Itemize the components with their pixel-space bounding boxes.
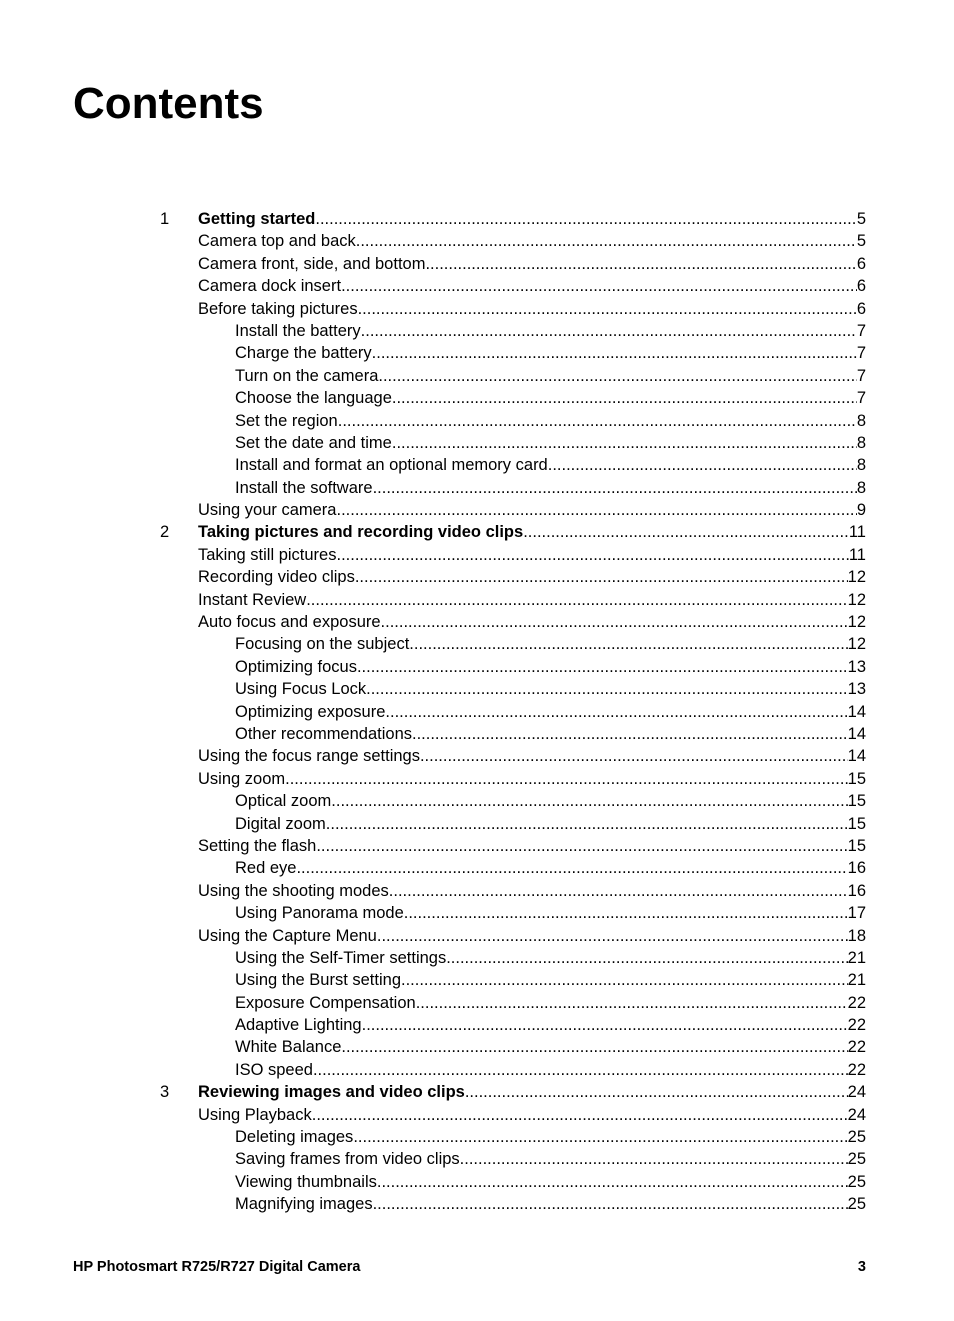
footer-product-name: HP Photosmart R725/R727 Digital Camera [73, 1259, 361, 1275]
toc-page-number: 24 [847, 1105, 866, 1124]
toc-dot-leader [409, 633, 847, 655]
toc-entry-title: Digital zoom [235, 814, 326, 833]
toc-dot-leader [373, 1193, 848, 1215]
toc-entry[interactable] [160, 1036, 866, 1058]
toc-entry[interactable] [160, 1104, 866, 1126]
toc-dot-leader [357, 656, 848, 678]
toc-page-number: 15 [847, 836, 866, 855]
toc-page-number: 25 [847, 1128, 866, 1147]
toc-page-number: 14 [847, 702, 866, 721]
toc-page-number: 14 [847, 747, 866, 766]
toc-dot-leader [385, 701, 847, 723]
toc-entry[interactable] [160, 499, 866, 521]
toc-entry[interactable] [160, 1171, 866, 1193]
toc-entry[interactable] [160, 477, 866, 499]
toc-page-number: 5 [856, 210, 866, 228]
toc-page-number: 11 [848, 523, 866, 542]
toc-dot-leader [392, 432, 857, 454]
toc-entry[interactable] [160, 902, 866, 924]
toc-entry-title: Turn on the camera [235, 366, 379, 385]
toc-page-number: 25 [847, 1172, 866, 1191]
toc-entry[interactable] [160, 969, 866, 991]
toc-entry-title: Using Focus Lock [235, 680, 367, 699]
toc-entry-title: Getting started [198, 210, 316, 228]
toc-entry-title: Set the date and time [235, 433, 392, 452]
toc-entry-title: Install the battery [235, 321, 361, 340]
toc-page-number: 7 [856, 344, 866, 363]
toc-entry-title: Optimizing focus [235, 657, 357, 676]
toc-page-number: 24 [847, 1083, 866, 1102]
toc-dot-leader [361, 320, 857, 342]
toc-page-number: 22 [847, 993, 866, 1012]
toc-entry[interactable] [160, 410, 866, 432]
toc-dot-leader [336, 544, 848, 566]
toc-page-number: 9 [856, 501, 866, 520]
toc-entry[interactable] [160, 454, 866, 476]
toc-dot-leader [377, 1171, 848, 1193]
toc-page-number: 7 [856, 366, 866, 385]
toc-dot-leader [378, 365, 856, 387]
toc-entry-title: Saving frames from video clips [235, 1150, 460, 1169]
toc-page-number: 17 [847, 904, 866, 923]
toc-entry[interactable] [160, 589, 866, 611]
toc-entry-title: Using your camera [198, 501, 337, 520]
toc-entry-title: Reviewing images and video clips [198, 1083, 465, 1102]
toc-dot-leader [420, 745, 848, 767]
toc-entry-title: Instant Review [198, 590, 307, 609]
toc-page-number: 16 [847, 881, 866, 900]
toc-dot-leader [373, 477, 857, 499]
toc-page-number: 16 [847, 859, 866, 878]
toc-entry[interactable] [160, 1081, 866, 1103]
toc-entry-title: Red eye [235, 859, 297, 878]
toc-entry-title: Install the software [235, 478, 373, 497]
toc-entry[interactable] [160, 320, 866, 342]
toc-entry-title: Charge the battery [235, 344, 372, 363]
toc-dot-leader [412, 723, 848, 745]
toc-entry[interactable] [160, 298, 866, 320]
toc-entry[interactable] [160, 1059, 866, 1081]
toc-entry-title: ISO speed [235, 1060, 313, 1079]
toc-entry-title: Adaptive Lighting [235, 1016, 362, 1035]
toc-dot-leader [285, 768, 848, 790]
toc-entry[interactable] [160, 544, 866, 566]
toc-entry[interactable] [160, 387, 866, 409]
toc-entry[interactable] [160, 947, 866, 969]
toc-entry-title: Exposure Compensation [235, 993, 416, 1012]
toc-entry[interactable] [160, 230, 866, 252]
toc-page-number: 13 [847, 680, 866, 699]
toc-dot-leader [358, 298, 857, 320]
toc-page-number: 21 [847, 971, 866, 990]
toc-dot-leader [341, 275, 857, 297]
toc-entry[interactable] [160, 1193, 866, 1215]
toc-dot-leader [312, 1104, 848, 1126]
toc-dot-leader [336, 499, 856, 521]
toc-entry-title: Using the Capture Menu [198, 926, 377, 945]
toc-page-number: 22 [847, 1016, 866, 1035]
toc-dot-leader [381, 611, 848, 633]
toc-entry-title: Optimizing exposure [235, 702, 386, 721]
toc-page-number: 6 [856, 254, 866, 273]
toc-entry[interactable] [160, 275, 866, 297]
toc-entry-title: Setting the flash [198, 836, 317, 855]
toc-page-number: 13 [847, 657, 866, 676]
toc-entry[interactable] [160, 566, 866, 588]
toc-page-number: 21 [847, 948, 866, 967]
toc-page-number: 15 [847, 769, 866, 788]
toc-entry-title: Recording video clips [198, 568, 355, 587]
toc-page-number: 8 [856, 433, 866, 452]
toc-entry-title: Camera front, side, and bottom [198, 254, 426, 273]
toc-entry[interactable] [160, 790, 866, 812]
toc-entry-title: Install and format an optional memory card [235, 456, 548, 475]
toc-entry-title: Auto focus and exposure [198, 613, 381, 632]
toc-entry-title: Camera dock insert [198, 277, 342, 296]
toc-entry-title: Using the focus range settings [198, 747, 420, 766]
toc-entry[interactable] [160, 611, 866, 633]
toc-entry[interactable] [160, 208, 866, 230]
toc-entry[interactable] [160, 253, 866, 275]
toc-page-number: 12 [847, 590, 866, 609]
toc-dot-leader [366, 678, 848, 700]
toc-page-number: 22 [847, 1038, 866, 1057]
toc-entry[interactable] [160, 768, 866, 790]
toc-entry[interactable] [160, 1148, 866, 1170]
toc-entry[interactable] [160, 813, 866, 835]
toc-dot-leader [326, 813, 848, 835]
toc-entry-title: Using the Burst setting [235, 971, 401, 990]
toc-dot-leader [446, 947, 847, 969]
toc-dot-leader [548, 454, 857, 476]
toc-dot-leader [331, 790, 847, 812]
toc-page-number: 25 [847, 1150, 866, 1169]
toc-dot-leader [353, 1126, 847, 1148]
toc-dot-leader [425, 253, 856, 275]
toc-entry-title: Optical zoom [235, 792, 332, 811]
toc-chapter-number: 2 [160, 523, 170, 542]
toc-entry[interactable] [160, 723, 866, 745]
toc-entry[interactable] [160, 835, 866, 857]
toc-dot-leader [316, 835, 847, 857]
toc-page-number: 12 [847, 635, 866, 654]
toc-entry-title: Other recommendations [235, 724, 412, 743]
toc-page-number: 8 [856, 411, 866, 430]
toc-chapter-number: 1 [160, 210, 170, 228]
toc-dot-leader [416, 992, 848, 1014]
toc-entry[interactable] [160, 365, 866, 387]
toc-entry[interactable] [160, 633, 866, 655]
toc-page-number: 8 [856, 478, 866, 497]
toc-entry-title: Using Playback [198, 1105, 312, 1124]
toc-page-number: 22 [847, 1060, 866, 1079]
toc-entry-title: Viewing thumbnails [235, 1172, 377, 1191]
toc-dot-leader [313, 1059, 848, 1081]
toc-page-number: 15 [847, 792, 866, 811]
toc-dot-leader [377, 925, 848, 947]
toc-entry-title: Focusing on the subject [235, 635, 410, 654]
toc-page-number: 12 [847, 568, 866, 587]
toc-page-number: 14 [847, 724, 866, 743]
toc-entry-title: Using zoom [198, 769, 286, 788]
toc-dot-leader [306, 589, 847, 611]
toc-entry[interactable] [160, 1126, 866, 1148]
toc-entry[interactable] [160, 992, 866, 1014]
toc-page-number: 15 [847, 814, 866, 833]
toc-entry-title: Using Panorama mode [235, 904, 404, 923]
toc-dot-leader [296, 857, 847, 879]
toc-entry-title: Taking still pictures [198, 545, 337, 564]
toc-entry[interactable] [160, 521, 866, 543]
toc-page-number: 5 [856, 232, 866, 251]
toc-page-number: 8 [856, 456, 866, 475]
table-of-contents [160, 208, 866, 1216]
toc-page-number: 25 [847, 1195, 866, 1214]
toc-page-number: 7 [856, 321, 866, 340]
toc-page-number: 12 [847, 613, 866, 632]
toc-dot-leader [362, 1014, 848, 1036]
toc-page-number: 11 [848, 545, 866, 564]
toc-entry-title: Magnifying images [235, 1195, 373, 1214]
toc-entry-title: White Balance [235, 1038, 342, 1057]
footer-page-number: 3 [857, 1259, 866, 1275]
toc-dot-leader [460, 1148, 848, 1170]
toc-page-number: 7 [856, 389, 866, 408]
toc-entry[interactable] [160, 925, 866, 947]
toc-entry[interactable] [160, 857, 866, 879]
toc-dot-leader [523, 521, 849, 543]
page-title: Contents [73, 79, 264, 128]
toc-page-number: 18 [847, 926, 866, 945]
toc-dot-leader [356, 230, 857, 252]
toc-dot-leader [315, 208, 856, 230]
toc-entry[interactable] [160, 432, 866, 454]
toc-dot-leader [338, 410, 857, 432]
toc-page-number: 6 [856, 277, 866, 296]
toc-entry-title: Choose the language [235, 389, 392, 408]
toc-entry[interactable] [160, 342, 866, 364]
toc-dot-leader [401, 969, 848, 991]
toc-dot-leader [372, 342, 857, 364]
toc-entry-title: Before taking pictures [198, 299, 358, 318]
toc-entry-title: Using the shooting modes [198, 881, 389, 900]
toc-entry[interactable] [160, 678, 866, 700]
toc-page-number: 6 [856, 299, 866, 318]
toc-dot-leader [341, 1036, 847, 1058]
toc-dot-leader [404, 902, 848, 924]
toc-entry-title: Deleting images [235, 1128, 354, 1147]
toc-entry[interactable] [160, 656, 866, 678]
toc-entry-title: Camera top and back [198, 232, 356, 251]
toc-entry[interactable] [160, 880, 866, 902]
toc-entry[interactable] [160, 745, 866, 767]
toc-dot-leader [465, 1081, 848, 1103]
toc-entry-title: Set the region [235, 411, 338, 430]
toc-entry[interactable] [160, 701, 866, 723]
toc-entry[interactable] [160, 1014, 866, 1036]
toc-chapter-number: 3 [160, 1083, 170, 1102]
toc-entry-title: Taking pictures and recording video clips [198, 523, 524, 542]
toc-entry-title: Using the Self-Timer settings [235, 948, 447, 967]
toc-dot-leader [392, 387, 857, 409]
toc-dot-leader [389, 880, 848, 902]
page-footer [73, 1259, 866, 1275]
toc-dot-leader [355, 566, 848, 588]
